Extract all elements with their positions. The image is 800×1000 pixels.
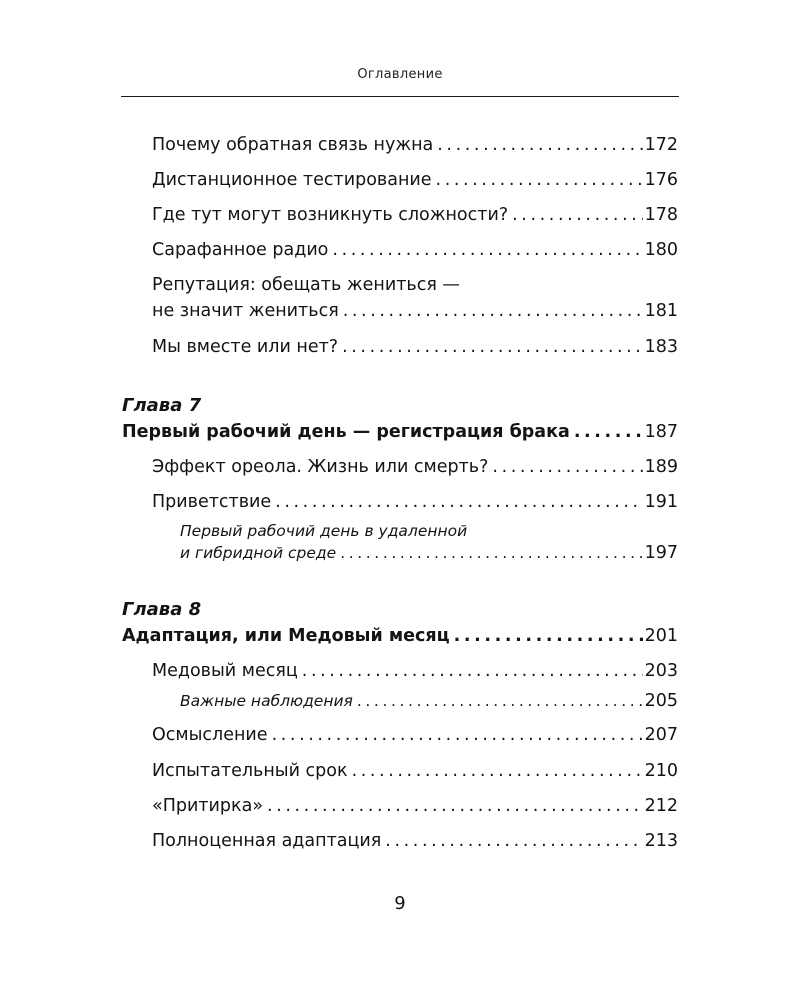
dot-leader: [357, 688, 643, 714]
toc-entry[interactable]: [152, 793, 678, 819]
running-header: Оглавление: [357, 67, 443, 82]
toc-entry-label: Почему обратная связь нужна: [152, 135, 434, 155]
toc-entry-label: Медовый месяц: [152, 661, 298, 681]
toc-entry-page: 191: [644, 492, 678, 512]
toc-entry[interactable]: [152, 758, 678, 784]
dot-leader: [512, 202, 642, 228]
chapter-title-entry[interactable]: [122, 623, 678, 649]
toc-entry[interactable]: [152, 237, 678, 263]
dot-leader: [332, 237, 642, 263]
toc-entry-page: 189: [644, 457, 678, 477]
dot-leader: [437, 132, 642, 158]
toc-entry-label: Осмысление: [152, 725, 268, 745]
dot-leader: [574, 419, 643, 445]
dot-leader: [272, 722, 643, 748]
toc-entry-page: 207: [644, 725, 678, 745]
toc-entry-page: 187: [644, 422, 678, 442]
dot-leader: [275, 489, 642, 515]
toc-entry-label: Мы вместе или нет?: [152, 337, 339, 357]
toc-entry[interactable]: [152, 132, 678, 158]
toc-entry-label: Дистанционное тестирование: [152, 170, 432, 190]
toc-entry-label: Где тут могут возникнуть сложности?: [152, 205, 509, 225]
toc-entry-label: Приветствие: [152, 492, 272, 512]
toc-entry[interactable]: [152, 828, 678, 854]
toc-subentry[interactable]: [180, 688, 678, 714]
toc-entry-label-line1[interactable]: Репутация: обещать жениться —: [152, 275, 460, 295]
toc-entry-page: 210: [644, 761, 678, 781]
toc-subentry-label-line1[interactable]: Первый рабочий день в удаленной: [180, 522, 468, 540]
chapter-heading: Глава 7: [122, 395, 202, 416]
dot-leader: [436, 167, 643, 193]
toc-entry-page: 201: [644, 626, 678, 646]
dot-leader: [302, 658, 643, 684]
toc-entry[interactable]: [152, 334, 678, 360]
toc-entry-page: 203: [644, 661, 678, 681]
toc-entry[interactable]: [152, 454, 678, 480]
toc-entry[interactable]: [152, 658, 678, 684]
chapter-title: Адаптация, или Медовый месяц: [122, 626, 450, 646]
toc-entry-label: Эффект ореола. Жизнь или смерть?: [152, 457, 489, 477]
chapter-title-entry[interactable]: [122, 419, 678, 445]
toc-entry-page: 180: [644, 240, 678, 260]
toc-entry-label: Сарафанное радио: [152, 240, 329, 260]
toc-subentry[interactable]: [180, 540, 678, 566]
toc-entry[interactable]: [152, 202, 678, 228]
toc-entry-label: «Притирка»: [152, 796, 264, 816]
dot-leader: [343, 298, 643, 324]
dot-leader: [352, 758, 643, 784]
toc-entry[interactable]: [152, 489, 678, 515]
toc-entry-page: 176: [644, 170, 678, 190]
toc-entry-label: Полноценная адаптация: [152, 831, 382, 851]
toc-entry[interactable]: [152, 722, 678, 748]
toc-entry-page: 172: [644, 135, 678, 155]
chapter-title: Первый рабочий день — регистрация брака: [122, 422, 570, 442]
dot-leader: [342, 334, 643, 360]
toc-entry-page: 183: [644, 337, 678, 357]
page-number: 9: [394, 893, 406, 914]
toc-entry[interactable]: [152, 167, 678, 193]
toc-entry-label: Испытательный срок: [152, 761, 348, 781]
toc-entry[interactable]: [152, 298, 678, 324]
toc-entry-page: 178: [644, 205, 678, 225]
toc-entry-page: 205: [644, 691, 678, 711]
toc-subentry-label: Важные наблюдения: [180, 692, 353, 710]
toc-entry-page: 181: [644, 301, 678, 321]
dot-leader: [385, 828, 642, 854]
toc-entry-page: 212: [644, 796, 678, 816]
toc-entry-page: 197: [644, 543, 678, 563]
dot-leader: [454, 623, 643, 649]
toc-subentry-label: и гибридной среде: [180, 544, 337, 562]
toc-entry-page: 213: [644, 831, 678, 851]
toc-entry-label: не значит жениться: [152, 301, 339, 321]
dot-leader: [340, 540, 642, 566]
dot-leader: [492, 454, 642, 480]
dot-leader: [267, 793, 643, 819]
chapter-heading: Глава 8: [122, 599, 202, 620]
